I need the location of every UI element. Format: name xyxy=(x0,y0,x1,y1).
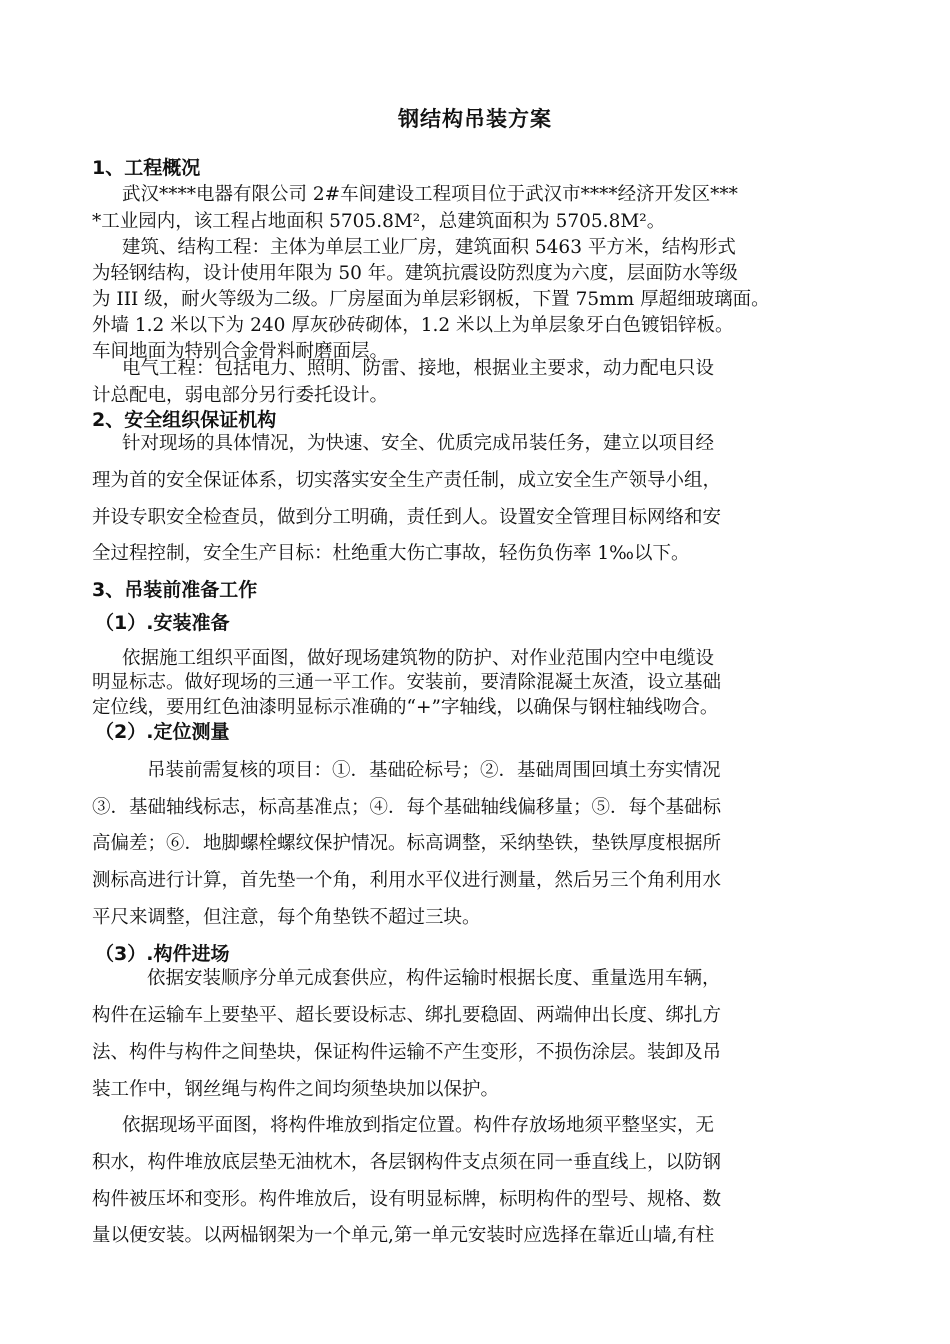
paragraph-line: 吊装前需复核的项目：①．基础砼标号；②．基础周围回填土夯实情况 xyxy=(147,760,721,781)
paragraph-line: 外墙 1.2 米以下为 240 厚灰砂砖砌体，1.2 米以上为单层象牙白色镀铝锌板。 xyxy=(92,315,734,336)
paragraph-line: 测标高进行计算，首先垫一个角，利用水平仪进行测量，然后另三个角利用水 xyxy=(92,870,722,891)
paragraph-line: 理为首的安全保证体系，切实落实安全生产责任制，成立安全生产领导小组， xyxy=(92,470,722,491)
paragraph-line: 车间地面为特别合金骨料耐磨面层。 xyxy=(92,341,389,362)
section-3-heading: 3、吊装前准备工作 xyxy=(92,579,258,601)
subsection-3-heading: （3）.构件进场 xyxy=(95,943,230,965)
paragraph-line: 量以便安装。以两榀钢架为一个单元,第一单元安装时应选择在靠近山墙,有柱 xyxy=(92,1225,715,1246)
paragraph-line: *工业园内，该工程占地面积 5705.8M²，总建筑面积为 5705.8M²。 xyxy=(92,211,666,232)
paragraph-line: 装工作中，钢丝绳与构件之间均须垫块加以保护。 xyxy=(92,1079,500,1100)
paragraph-line: 明显标志。做好现场的三通一平工作。安装前，要清除混凝土灰渣，设立基础 xyxy=(92,672,722,693)
paragraph-line: 构件在运输车上要垫平、超长要设标志、绑扎要稳固、两端伸出长度、绑扎方 xyxy=(92,1005,722,1026)
paragraph-line: 依据现场平面图，将构件堆放到指定位置。构件存放场地须平整坚实，无 xyxy=(122,1115,715,1136)
paragraph-line: 电气工程：包括电力、照明、防雷、接地，根据业主要求，动力配电只设 xyxy=(122,358,715,379)
paragraph-line: 依据安装顺序分单元成套供应，构件运输时根据长度、重量选用车辆， xyxy=(147,968,721,989)
paragraph-line: 积水，构件堆放底层垫无油枕木，各层钢构件支点须在同一垂直线上，以防钢 xyxy=(92,1152,722,1173)
paragraph-line: 高偏差；⑥．地脚螺栓螺纹保护情况。标高调整，采纳垫铁，垫铁厚度根据所 xyxy=(92,833,722,854)
paragraph-line: 法、构件与构件之间垫块，保证构件运输不产生变形，不损伤涂层。装卸及吊 xyxy=(92,1042,722,1063)
paragraph-line: 定位线，要用红色油漆明显标示准确的“+”字轴线，以确保与钢柱轴线吻合。 xyxy=(92,697,719,718)
paragraph-line: 并设专职安全检查员，做到分工明确，责任到人。设置安全管理目标网络和安 xyxy=(92,507,722,528)
paragraph-line: 计总配电，弱电部分另行委托设计。 xyxy=(92,385,389,406)
section-2-heading: 2、安全组织保证机构 xyxy=(92,409,277,431)
paragraph-line: 为轻钢结构，设计使用年限为 50 年。建筑抗震设防烈度为六度，层面防水等级 xyxy=(92,263,738,284)
document-title: 钢结构吊装方案 xyxy=(398,107,552,131)
paragraph-line: ③．基础轴线标志，标高基准点；④．每个基础轴线偏移量；⑤．每个基础标 xyxy=(92,797,722,818)
paragraph-line: 建筑、结构工程：主体为单层工业厂房，建筑面积 5463 平方米，结构形式 xyxy=(122,237,736,258)
paragraph-line: 依据施工组织平面图，做好现场建筑物的防护、对作业范围内空中电缆设 xyxy=(122,648,715,669)
section-1-heading: 1、工程概况 xyxy=(92,157,201,179)
subsection-1-heading: （1）.安装准备 xyxy=(95,612,230,634)
paragraph-line: 构件被压坏和变形。构件堆放后，设有明显标牌，标明构件的型号、规格、数 xyxy=(92,1189,722,1210)
paragraph-line: 全过程控制，安全生产目标：杜绝重大伤亡事故，轻伤负伤率 1‰以下。 xyxy=(92,543,690,564)
paragraph-line: 为 III 级，耐火等级为二级。厂房屋面为单层彩钢板，下置 75mm 厚超细玻璃面。 xyxy=(92,289,770,310)
paragraph-line: 针对现场的具体情况，为快速、安全、优质完成吊装任务，建立以项目经 xyxy=(122,433,715,454)
subsection-2-heading: （2）.定位测量 xyxy=(95,721,230,743)
paragraph-line: 平尺来调整，但注意，每个角垫铁不超过三块。 xyxy=(92,907,481,928)
paragraph-line: 武汉****电器有限公司 2#车间建设工程项目位于武汉市****经济开发区*** xyxy=(122,184,738,205)
